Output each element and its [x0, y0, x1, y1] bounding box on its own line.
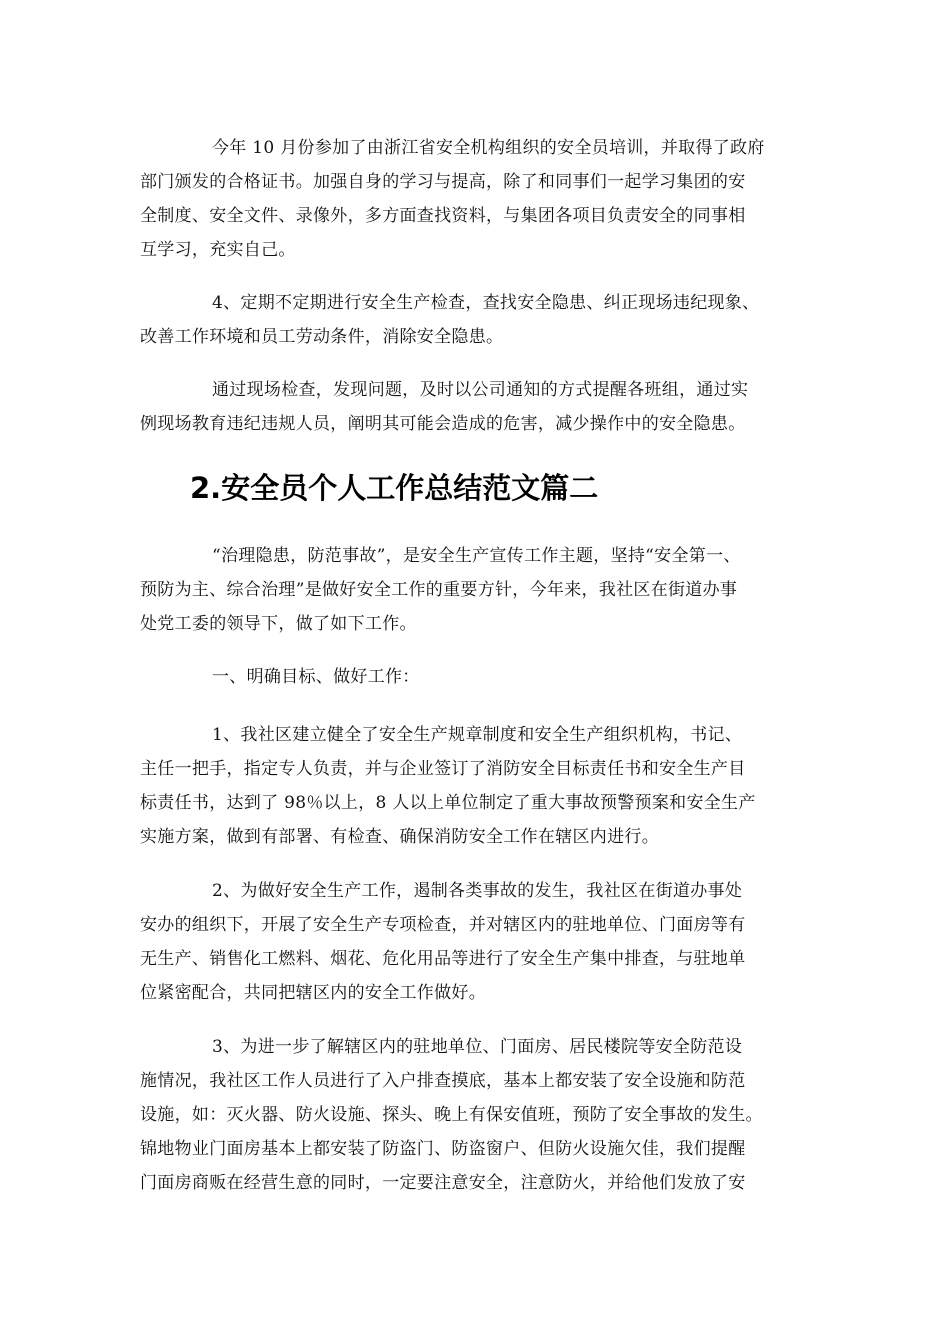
paragraph-line: “治理隐患，防范事故”，是安全生产宣传工作主题，坚持“安全第一、: [212, 546, 741, 566]
paragraph-line: 无生产、销售化工燃料、烟花、危化用品等进行了安全生产集中排查，与驻地单: [140, 949, 746, 969]
paragraph-line: 位紧密配合，共同把辖区内的安全工作做好。: [140, 983, 486, 1003]
paragraph-line: 改善工作环境和员工劳动条件，消除安全隐患。: [140, 327, 504, 347]
paragraph-line: 标责任书，达到了 98％以上，8 人以上单位制定了重大事故预警预案和安全生产: [140, 793, 756, 813]
paragraph-line: 4、定期不定期进行安全生产检查，查找安全隐患、纠正现场违纪现象、: [212, 293, 760, 313]
paragraph-line: 部门颁发的合格证书。加强自身的学习与提高，除了和同事们一起学习集团的安: [140, 172, 746, 192]
paragraph-onsite-check: [140, 373, 820, 441]
paragraph-line: 主任一把手，指定专人负责，并与企业签订了消防安全目标责任书和安全生产目: [140, 759, 746, 779]
paragraph-line: 一、明确目标、做好工作：: [212, 667, 420, 687]
paragraph-line: 施情况，我社区工作人员进行了入户排查摸底，基本上都安装了安全设施和防范: [140, 1071, 746, 1091]
paragraph-item-2: [140, 874, 820, 1010]
paragraph-line: 今年 10 月份参加了由浙江省安全机构组织的安全员培训，并取得了政府: [212, 138, 765, 158]
paragraph-line: 处党工委的领导下，做了如下工作。: [140, 614, 417, 634]
paragraph-line: 通过现场检查，发现问题，及时以公司通知的方式提醒各班组，通过实: [212, 380, 749, 400]
paragraph-item-1: [140, 718, 820, 854]
paragraph-training: [140, 131, 820, 267]
paragraph-line: 全制度、安全文件、录像外，多方面查找资料，与集团各项目负责安全的同事相: [140, 206, 746, 226]
paragraph-line: 门面房商贩在经营生意的同时，一定要注意安全，注意防火，并给他们发放了安: [140, 1173, 746, 1193]
paragraph-line: 预防为主、综合治理”是做好安全工作的重要方针，今年来，我社区在街道办事: [140, 580, 738, 600]
paragraph-line: 互学习，充实自己。: [140, 240, 296, 260]
paragraph-line: 锦地物业门面房基本上都安装了防盗门、防盗窗户、但防火设施欠佳，我们提醒: [140, 1139, 746, 1159]
paragraph-inspection: [140, 286, 820, 354]
paragraph-line: 1、我社区建立健全了安全生产规章制度和安全生产组织机构，书记、: [212, 725, 743, 745]
section-heading: 2.安全员个人工作总结范文篇二: [190, 471, 599, 505]
paragraph-theme: [140, 539, 820, 641]
paragraph-goals-heading: [140, 660, 820, 694]
paragraph-item-3: [140, 1030, 820, 1200]
paragraph-line: 例现场教育违纪违规人员，阐明其可能会造成的危害，减少操作中的安全隐患。: [140, 414, 746, 434]
paragraph-line: 安办的组织下，开展了安全生产专项检查，并对辖区内的驻地单位、门面房等有: [140, 915, 746, 935]
paragraph-line: 设施，如：灭火器、防火设施、探头、晚上有保安值班，预防了安全事故的发生。: [140, 1105, 763, 1125]
paragraph-line: 3、为进一步了解辖区内的驻地单位、门面房、居民楼院等安全防范设: [212, 1037, 743, 1057]
paragraph-line: 2、为做好安全生产工作，遏制各类事故的发生，我社区在街道办事处: [212, 881, 743, 901]
paragraph-line: 实施方案，做到有部署、有检查、确保消防安全工作在辖区内进行。: [140, 827, 659, 847]
